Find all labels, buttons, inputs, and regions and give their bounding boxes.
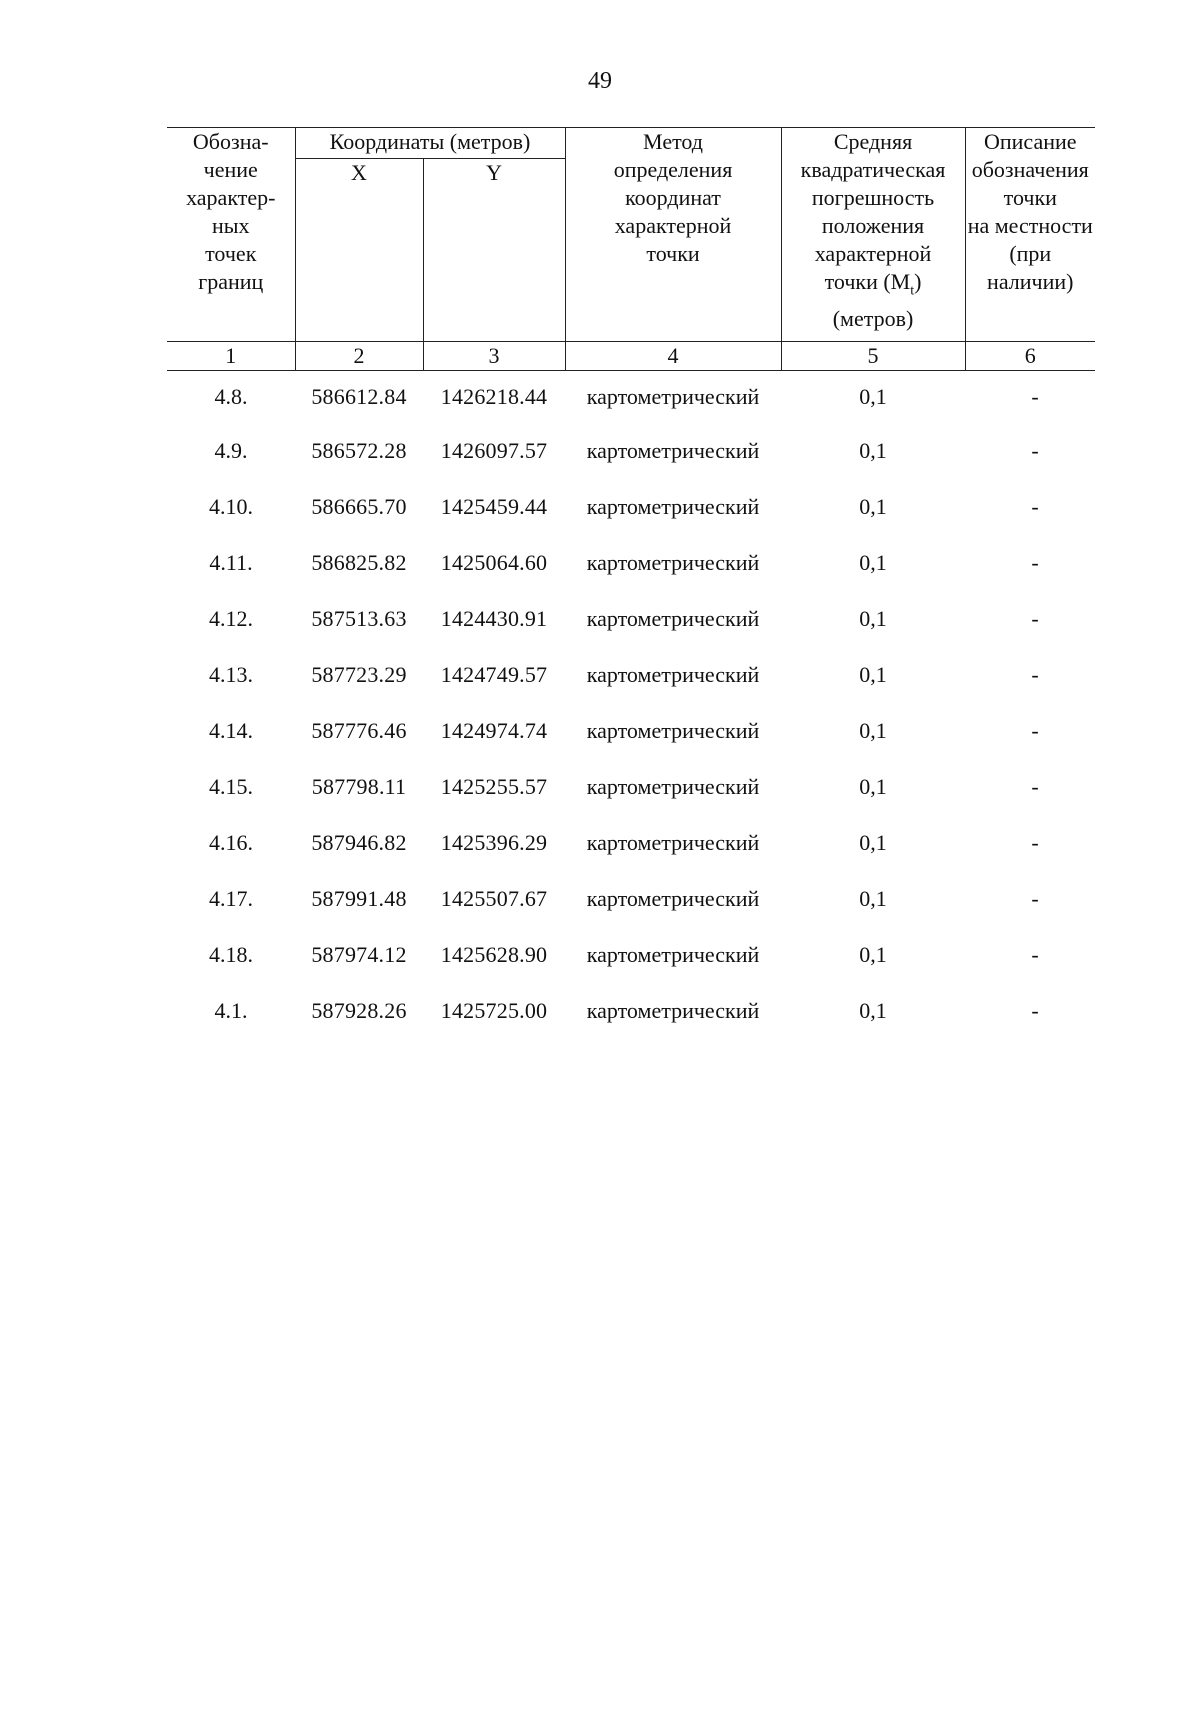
column-number: 4 xyxy=(565,342,781,371)
column-number: 5 xyxy=(781,342,965,371)
description-cell: - xyxy=(1031,774,1039,799)
table-row xyxy=(167,591,1095,647)
description-cell: - xyxy=(1031,438,1039,463)
point-cell: 4.10. xyxy=(209,494,253,519)
error-cell: 0,1 xyxy=(859,438,887,463)
method-cell: картометрический xyxy=(586,494,760,519)
point-cell: 4.14. xyxy=(209,718,253,743)
description-cell: - xyxy=(1031,942,1039,967)
table-row xyxy=(167,479,1095,535)
header-y: Y xyxy=(423,159,565,190)
description-cell: - xyxy=(1031,550,1039,575)
description-cell: - xyxy=(1031,494,1039,519)
error-cell: 0,1 xyxy=(859,942,887,967)
y-coordinate-cell: 1426218.44 xyxy=(440,384,548,409)
x-coordinate-cell: 587798.11 xyxy=(311,774,407,799)
x-coordinate-cell: 587928.26 xyxy=(311,998,407,1023)
x-coordinate-cell: 587723.29 xyxy=(311,662,407,687)
y-coordinate-cell: 1426097.57 xyxy=(440,438,548,463)
x-coordinate-cell: 587991.48 xyxy=(311,886,407,911)
method-cell: картометрический xyxy=(586,942,760,967)
header-coordinates: Координаты (метров) xyxy=(295,128,565,159)
table-row xyxy=(167,647,1095,703)
error-cell: 0,1 xyxy=(859,606,887,631)
coordinates-table xyxy=(167,127,1095,1039)
point-cell: 4.13. xyxy=(209,662,253,687)
x-coordinate-cell: 586572.28 xyxy=(311,438,407,463)
description-cell: - xyxy=(1031,662,1039,687)
description-cell: - xyxy=(1031,606,1039,631)
x-coordinate-cell: 587776.46 xyxy=(311,718,407,743)
error-cell: 0,1 xyxy=(859,494,887,519)
y-coordinate-cell: 1424974.74 xyxy=(440,718,548,743)
method-cell: картометрический xyxy=(586,550,760,575)
point-cell: 4.18. xyxy=(209,942,253,967)
description-cell: - xyxy=(1031,998,1039,1023)
point-cell: 4.12. xyxy=(209,606,253,631)
y-coordinate-cell: 1424430.91 xyxy=(440,606,548,631)
description-cell: - xyxy=(1031,718,1039,743)
header-method: Метод определения координат характерной точки xyxy=(565,128,781,342)
point-cell: 4.8. xyxy=(214,384,248,409)
header-description: Описание обозначения точки на местности (при наличии) xyxy=(965,128,1095,342)
point-cell: 4.9. xyxy=(214,438,248,463)
table-row xyxy=(167,423,1095,479)
error-cell: 0,1 xyxy=(859,998,887,1023)
method-cell: картометрический xyxy=(586,438,760,463)
column-number: 6 xyxy=(965,342,1095,371)
point-cell: 4.16. xyxy=(209,830,253,855)
error-cell: 0,1 xyxy=(859,384,887,409)
method-cell: картометрический xyxy=(586,998,760,1023)
y-coordinate-cell: 1425459.44 xyxy=(440,494,548,519)
y-coordinate-cell: 1425064.60 xyxy=(440,550,548,575)
error-cell: 0,1 xyxy=(859,886,887,911)
column-number: 3 xyxy=(423,342,565,371)
table-row xyxy=(167,535,1095,591)
header-error: Средняя квадратическая погрешность положения характерной точки $(M_t)$ (метров) xyxy=(781,128,965,342)
point-cell: 4.1. xyxy=(214,998,248,1023)
column-numbers-row xyxy=(167,342,1095,371)
x-coordinate-cell: 586665.70 xyxy=(311,494,407,519)
x-coordinate-cell: 586612.84 xyxy=(311,384,407,409)
page-number: 49 xyxy=(588,68,612,94)
error-cell: 0,1 xyxy=(859,774,887,799)
x-coordinate-cell: 586825.82 xyxy=(311,550,407,575)
error-cell: 0,1 xyxy=(859,662,887,687)
description-cell: - xyxy=(1031,886,1039,911)
table-row xyxy=(167,371,1095,424)
x-coordinate-cell: 587946.82 xyxy=(311,830,407,855)
y-coordinate-cell: 1425725.00 xyxy=(440,998,548,1023)
table-row xyxy=(167,927,1095,983)
x-coordinate-cell: 587513.63 xyxy=(311,606,407,631)
y-coordinate-cell: 1425507.67 xyxy=(440,886,548,911)
error-cell: 0,1 xyxy=(859,830,887,855)
point-cell: 4.17. xyxy=(209,886,253,911)
method-cell: картометрический xyxy=(586,774,760,799)
method-cell: картометрический xyxy=(586,830,760,855)
point-cell: 4.15. xyxy=(209,774,253,799)
method-cell: картометрический xyxy=(586,886,760,911)
table-row xyxy=(167,983,1095,1039)
description-cell: - xyxy=(1031,830,1039,855)
error-cell: 0,1 xyxy=(859,718,887,743)
header-x: X xyxy=(295,159,423,190)
description-cell: - xyxy=(1031,384,1039,409)
column-number: 2 xyxy=(295,342,423,371)
y-coordinate-cell: 1425255.57 xyxy=(440,774,548,799)
y-coordinate-cell: 1424749.57 xyxy=(440,662,548,687)
table-row xyxy=(167,815,1095,871)
method-cell: картометрический xyxy=(586,662,760,687)
y-coordinate-cell: 1425628.90 xyxy=(440,942,548,967)
y-coordinate-cell: 1425396.29 xyxy=(440,830,548,855)
error-cell: 0,1 xyxy=(859,550,887,575)
column-number: 1 xyxy=(167,342,295,371)
method-cell: картометрический xyxy=(586,718,760,743)
header-designation: Обозна- чение характер- ных точек границ xyxy=(167,128,295,342)
table-body xyxy=(167,371,1095,1040)
method-cell: картометрический xyxy=(586,384,760,409)
x-coordinate-cell: 587974.12 xyxy=(311,942,407,967)
method-cell: картометрический xyxy=(586,606,760,631)
point-cell: 4.11. xyxy=(209,550,253,575)
table-row xyxy=(167,759,1095,815)
table-row xyxy=(167,871,1095,927)
table-row xyxy=(167,703,1095,759)
